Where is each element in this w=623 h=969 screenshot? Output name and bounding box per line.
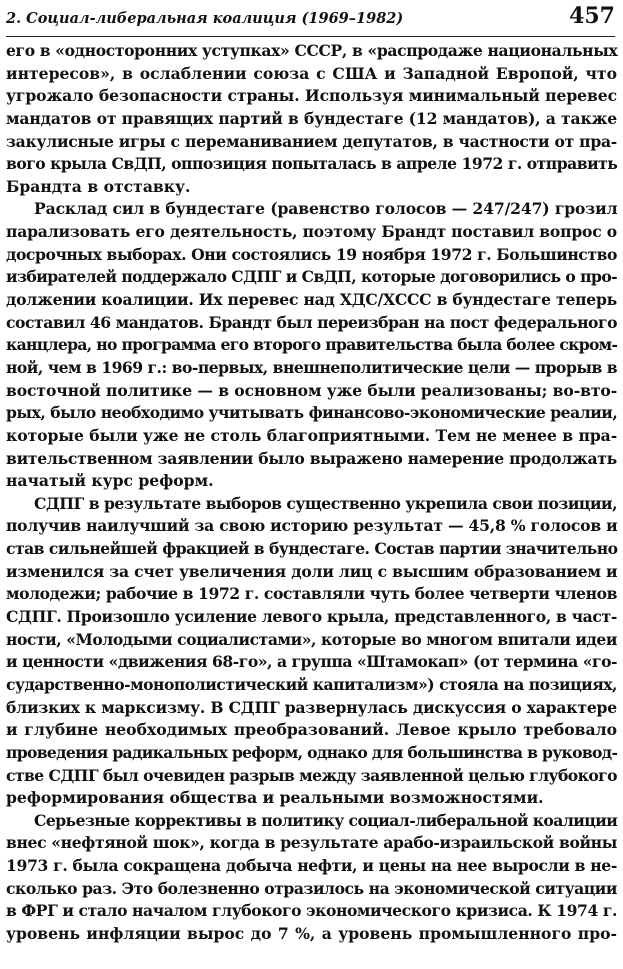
- paragraph: [6, 493, 617, 810]
- text-line: реформирования общества и реальными возможностями.: [6, 788, 544, 808]
- text-line: рых, было необходимо учитывать финансово-экономические реалии,: [6, 403, 618, 423]
- text-line: досрочных выборах. Они состоялись 19 ноября 1972 г. Большинство: [6, 244, 617, 264]
- text-line: ности, «Молодыми социалистами», которые во многом впитали идеи: [6, 629, 617, 649]
- text-line: изменился за счет увеличения доли лиц с высшим образованием и: [6, 561, 618, 581]
- text-line: Брандта в отставку.: [6, 176, 191, 196]
- text-line: избирателей поддержало СДПГ и СвДП, которые договорились о про-: [6, 267, 618, 287]
- text-line: интересов», в ослаблении союза с США и Западной Европой, что: [6, 63, 617, 83]
- text-line: закулисные игры с переманиванием депутатов, в частности от пра-: [6, 131, 617, 151]
- text-line: в ФРГ и стало началом глубокого экономического кризиса. К 1974 г.: [6, 901, 617, 921]
- text-line: стве СДПГ был очевиден разрыв между заявленной целью глубокого: [6, 765, 617, 785]
- text-line: 1973 г. была сокращена добыча нефти, и цены на нее выросли в не-: [6, 856, 617, 876]
- text-line: и ценности «движения 68-го», а группа «Штамокап» (от термина «го-: [6, 652, 617, 672]
- text-line: близких к марксизму. В СДПГ развернулась дискуссия о характере: [6, 697, 617, 717]
- text-line: угрожало безопасности страны. Используя минимальный перевес: [6, 86, 617, 106]
- running-title: 2. Социал-либеральная коалиция (1969–1982): [6, 10, 404, 27]
- text-line: став сильнейшей фракцией в бундестаге. Состав партии значительно: [6, 539, 618, 559]
- text-line: сколько раз. Это болезненно отразилось на экономической ситуации: [6, 878, 617, 898]
- text-line: и глубине необходимых преобразований. Левое крыло требовало: [6, 720, 617, 740]
- text-line: СДПГ в результате выборов существенно укрепила свои позиции,: [34, 493, 617, 513]
- page-number: 457: [569, 3, 615, 29]
- text-line: составил 46 мандатов. Брандт был переизбран на пост федерального: [6, 312, 618, 332]
- text-line: восточной политике — в основном уже были реализованы; во-вто-: [6, 380, 618, 400]
- paragraph: [6, 810, 617, 946]
- text-line: его в «односторонних уступках» СССР, в «распродаже национальных: [6, 41, 618, 60]
- text-line: вого крыла СвДП, оппозиция попыталась в апреле 1972 г. отправить: [6, 154, 618, 174]
- page-header: [6, 2, 615, 37]
- text-line: сударственно-монополистический капитализм») стояла на позициях,: [6, 674, 617, 694]
- text-line: проведения радикальных реформ, однако для большинства в руковод-: [6, 742, 618, 762]
- paragraph: [6, 198, 617, 492]
- text-line: Серьезные коррективы в политику социал-либеральной коалиции: [34, 810, 618, 830]
- text-line: ной, чем в 1969 г.: во-первых, внешнеполитические цели — прорыв в: [6, 357, 618, 377]
- text-line: должении коалиции. Их перевес над ХДС/ХССС в бундестаге теперь: [6, 290, 617, 310]
- text-line: молодежи; рабочие в 1972 г. составляли чуть более четверти членов: [6, 584, 617, 604]
- text-line: Расклад сил в бундестаге (равенство голосов — 247/247) грозил: [34, 199, 618, 219]
- paragraph: [6, 40, 617, 198]
- text-line: мандатов от правящих партий в бундестаге (12 мандатов), а также: [6, 108, 617, 128]
- text-line: получив наилучший за свою историю результат — 45,8 % голосов и: [6, 516, 618, 536]
- text-line: внес «нефтяной шок», когда в результате арабо-израильской войны: [6, 833, 617, 853]
- text-line: начатый курс реформ.: [6, 471, 214, 491]
- body-text: [6, 40, 617, 946]
- text-line: канцлера, но программа его второго правительства была более скром-: [6, 335, 618, 355]
- text-line: вительственном заявлении было выражено намерение продолжать: [6, 448, 617, 468]
- text-line: парализовать его деятельность, поэтому Брандт поставил вопрос о: [6, 222, 617, 242]
- text-line: уровень инфляции вырос до 7 %, а уровень промышленного про-: [6, 923, 617, 943]
- text-line: которые были уже не столь благоприятными. Тем не менее в пра-: [6, 425, 618, 445]
- text-line: СДПГ. Произошло усиление левого крыла, представленного, в част-: [6, 607, 617, 627]
